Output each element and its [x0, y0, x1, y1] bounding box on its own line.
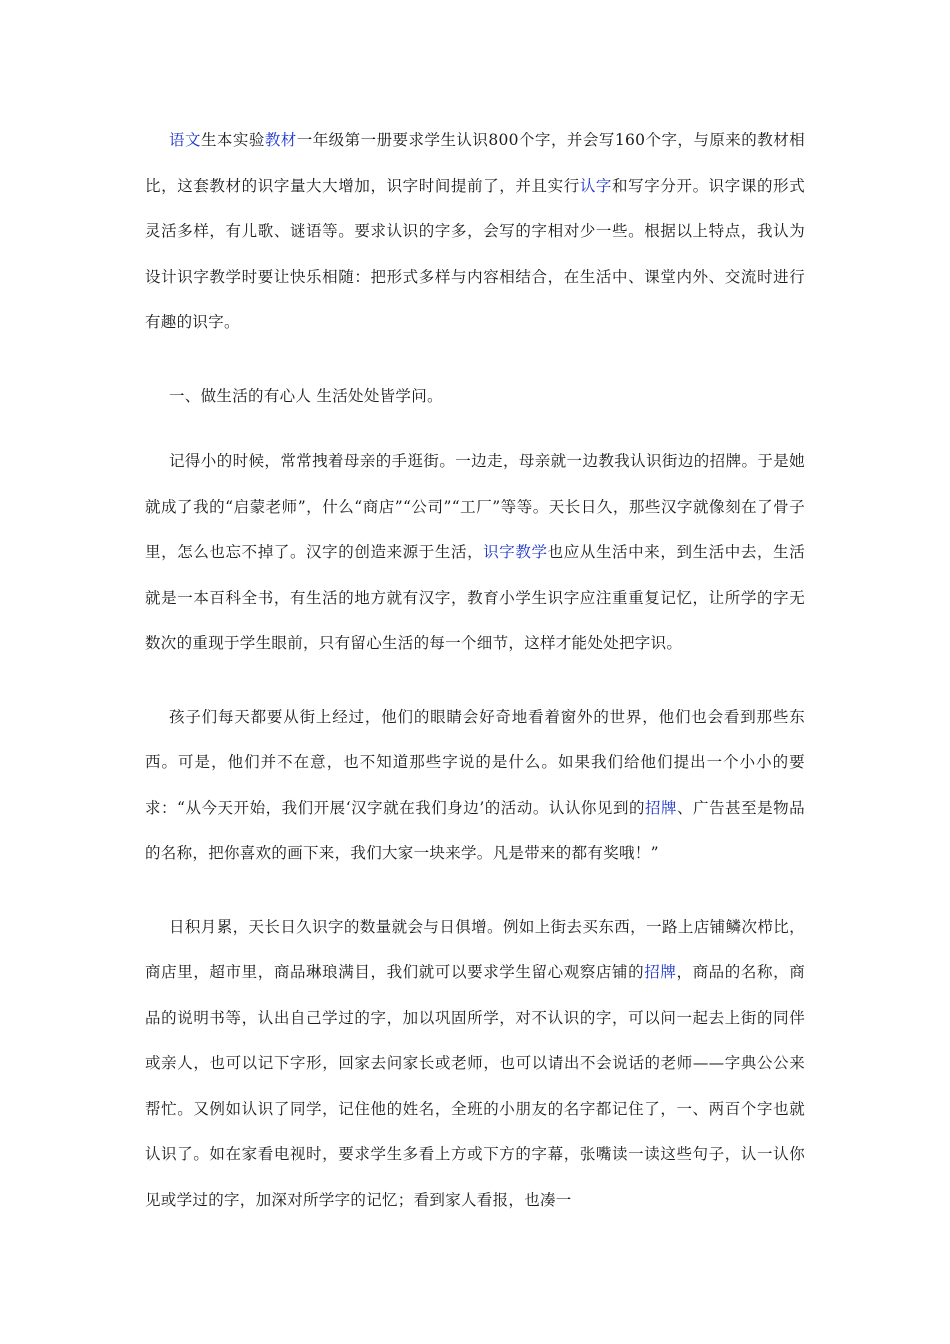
text-segment: 孩子们每天都要从街上经过，他们的眼睛会好奇地看着窗外的世界，他们也会看到那些东西。可是，他们并不在意，也不知道那些字说的是什么。如果我们给他们提出一个小小的要求：“从今天开始，我们开展‘汉字就在我们身边’的活动。认认你见到的	[145, 707, 805, 817]
text-segment: 、广告甚至是物品的名称，把你喜欢的画下来，我们大家一块来学。凡是带来的都有奖哦！”	[145, 798, 805, 862]
paragraph-street	[145, 695, 805, 877]
text-segment: 记得小的时候，常常拽着母亲的手逛街。一边走，母亲就一边教我认识街边的招牌。于是她就成了我的“启蒙老师”，什么“商店”“公司”“工厂”等等。天长日久，那些汉字就像刻在了骨子里，怎么也忘不掉了。汉字的创造来源于生活，	[145, 452, 805, 561]
text-segment: 一年级第一册要求学生认识800个字，并会写160个字，与原来的教材相比，这套教材的识字量大大增加，识字时间提前了，并且实行	[145, 131, 805, 195]
link-zhaopai-2[interactable]: 招牌	[644, 963, 677, 981]
text-segment: 和写字分开。识字课的形式灵活多样，有儿歌、谜语等。要求认识的字多，会写的字相对少一些。根据以上特点，我认为设计识字教学时要让快乐相随：把形式多样与内容相结合，在生活中、课堂内外、交流时进行有趣的识字。	[145, 176, 805, 331]
document-page	[145, 118, 805, 1251]
text-segment: 也应从生活中来，到生活中去，生活就是一本百科全书，有生活的地方就有汉字，教育小学生识字应注重重复记忆，让所学的字无数次的重现于学生眼前，只有留心生活的每一个细节，这样才能处处把字识。	[145, 543, 805, 652]
link-renzi[interactable]: 认字	[579, 176, 613, 195]
text-segment: 生本实验	[200, 131, 265, 149]
text-segment: 日积月累，天长日久识字的数量就会与日俱增。例如上街去买东西，一路上店铺鳞次栉比，商店里，超市里，商品琳琅满目，我们就可以要求学生留心观察店铺的	[145, 917, 805, 981]
paragraph-accumulate	[145, 905, 805, 1224]
paragraph-intro	[145, 118, 805, 346]
link-yuwen[interactable]: 语文	[169, 131, 201, 149]
paragraph-memory	[145, 439, 805, 667]
section-heading-1	[145, 374, 805, 420]
text-segment: ，商品的名称，商品的说明书等，认出自己学过的字，加以巩固所学，对不认识的字，可以问一起去上街的同伴或亲人，也可以记下字形，回家去问家长或老师，也可以请出不会说话的老师——字典公公来帮忙。又例如认识了同学，记住他的姓名，全班的小朋友的名字都记住了，一、两百个字也就认识了。如在家看电视时，要求学生多看上方或下方的字幕，张嘴读一读这些句子，认一认你见或学过的字，加深对所学字的记忆；看到家人看报，也凑一	[145, 963, 805, 1209]
link-shizi-jiaoxue[interactable]: 识字教学	[483, 543, 548, 561]
link-jiaocai[interactable]: 教材	[264, 131, 297, 149]
heading-text: 一、做生活的有心人 生活处处皆学问。	[169, 386, 443, 405]
link-zhaopai[interactable]: 招牌	[644, 798, 678, 817]
